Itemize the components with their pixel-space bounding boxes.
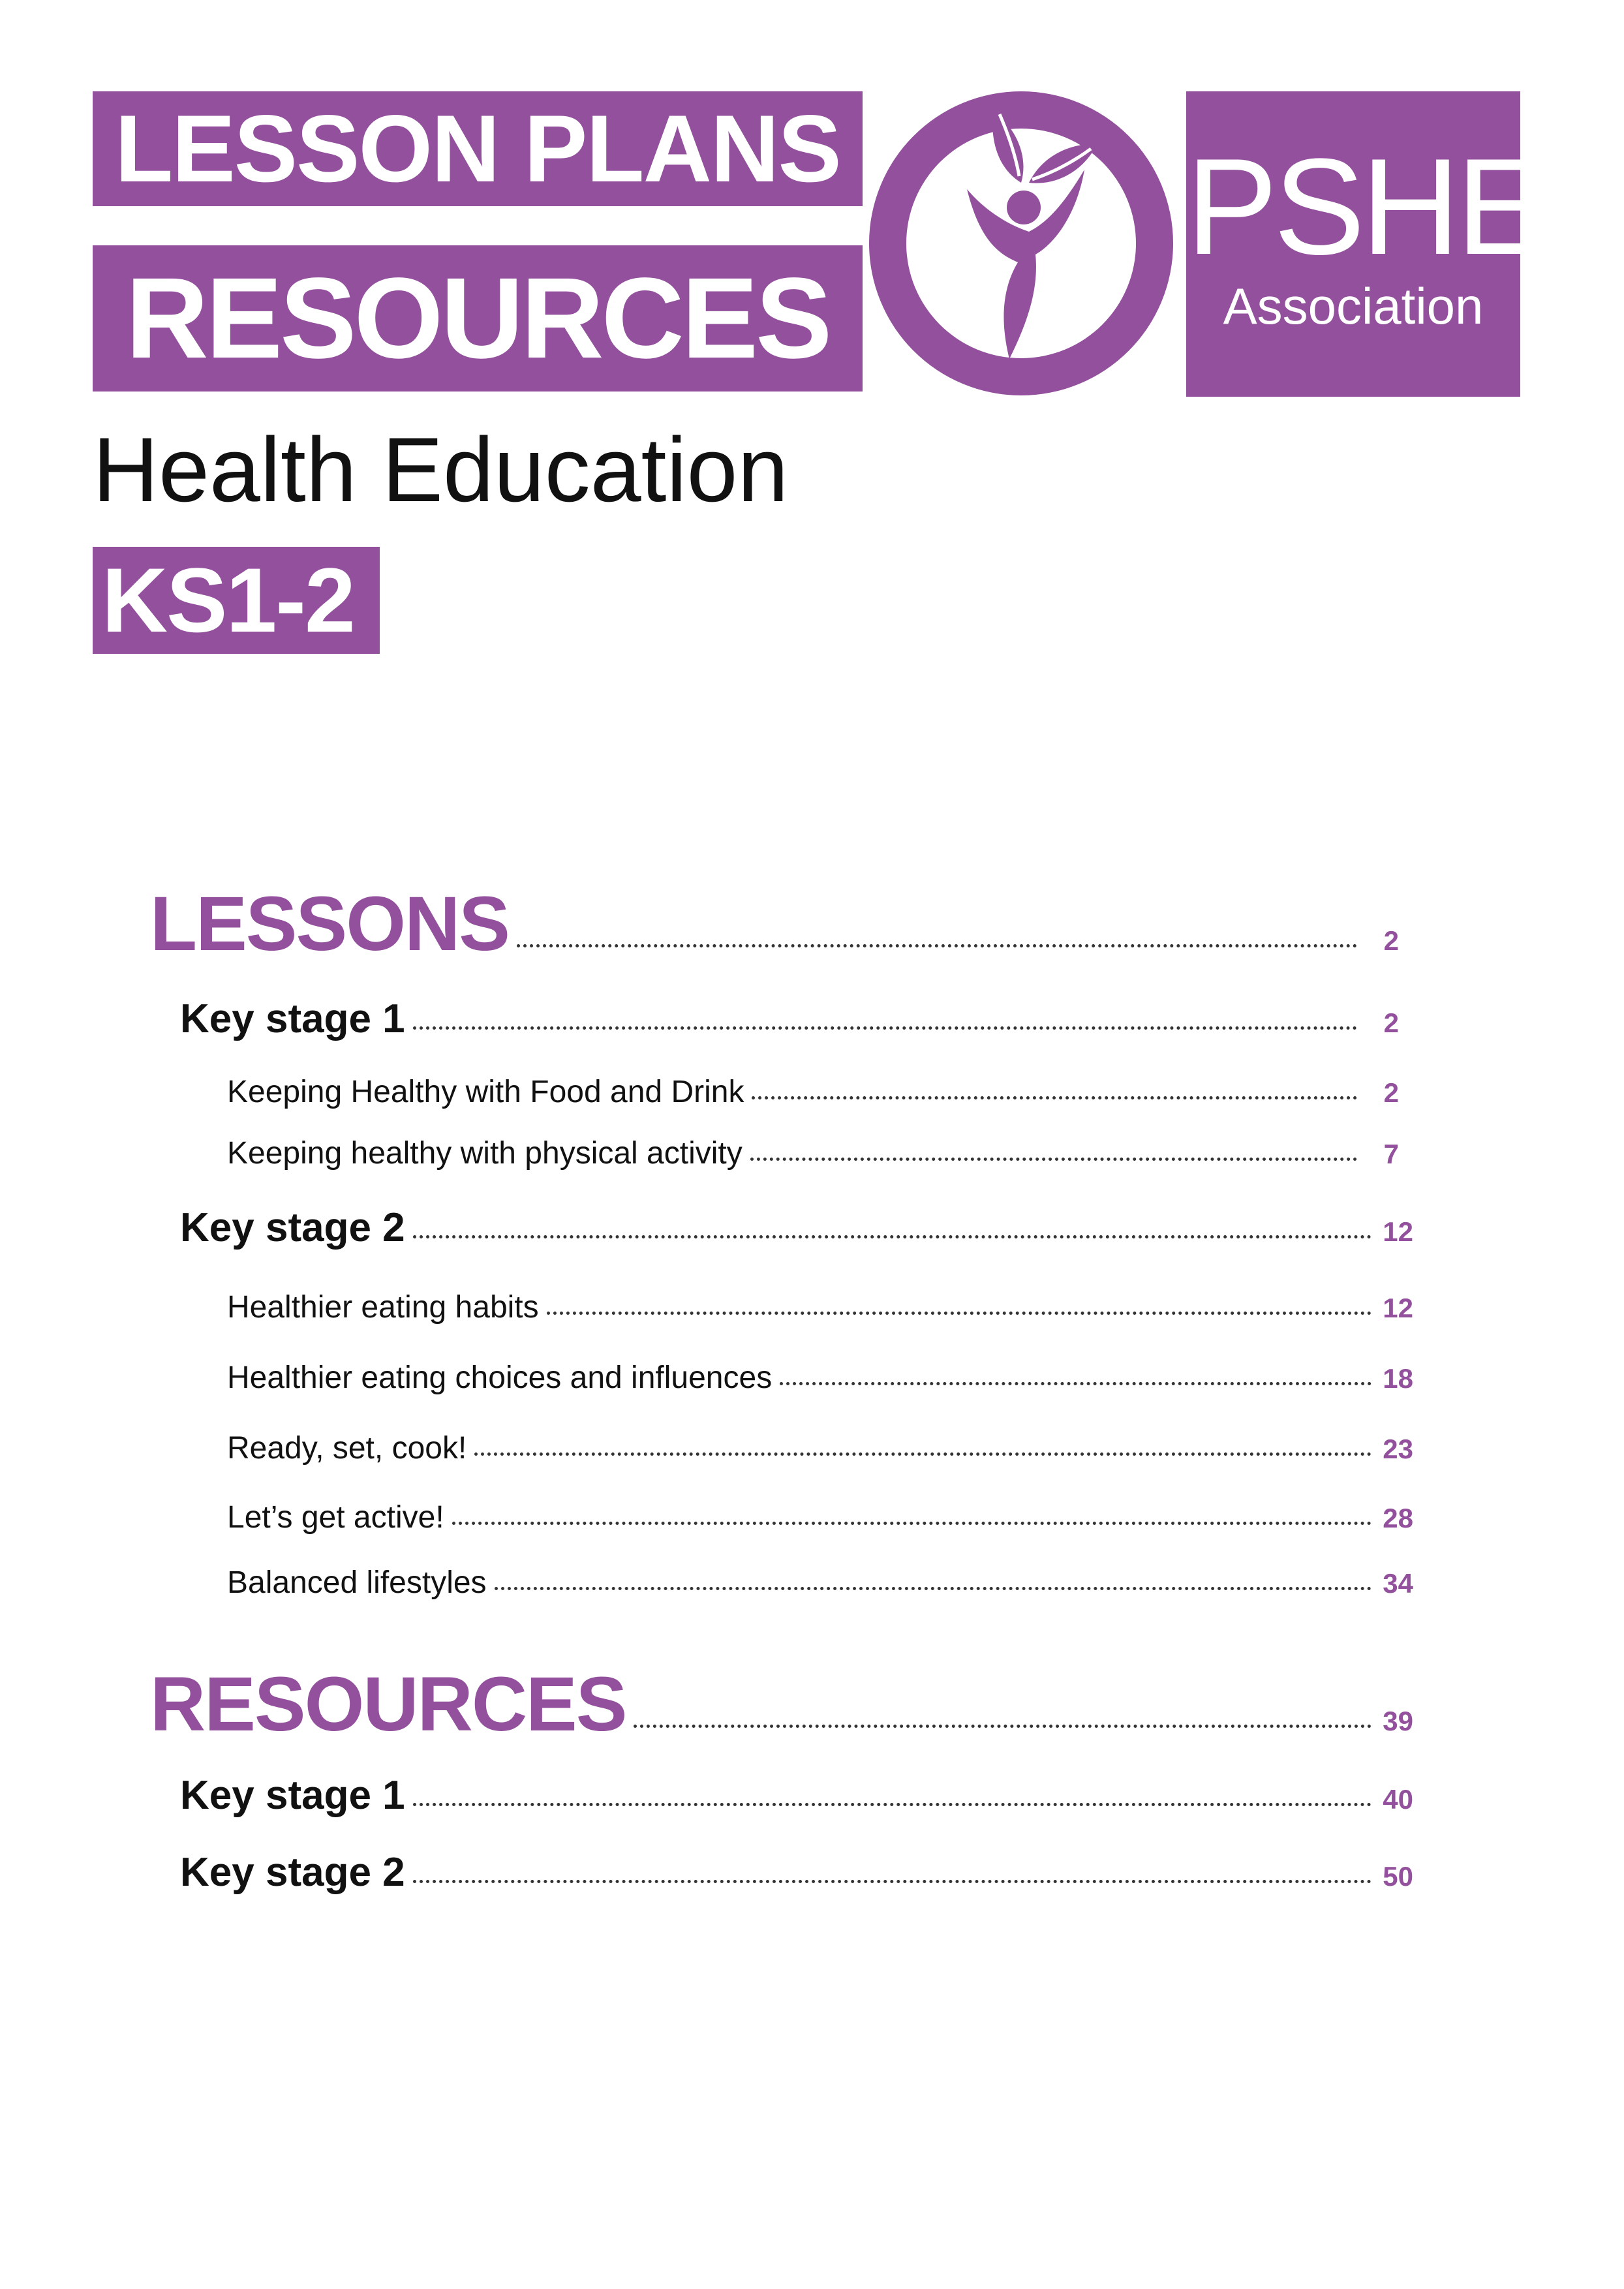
toc-label: Ready, set, cook! <box>227 1431 467 1466</box>
logo-subtitle: Association <box>1223 277 1484 335</box>
pshe-association-logo <box>1186 91 1544 397</box>
logo-name: PSHE <box>1186 130 1544 283</box>
resources-banner: RESOURCES <box>93 245 863 392</box>
lesson-plans-banner: LESSON PLANS <box>93 91 863 206</box>
toc-resources-key-stage-1[interactable] <box>180 1772 1413 1819</box>
toc-label: Key stage 1 <box>180 996 405 1041</box>
toc-section-resources[interactable] <box>150 1660 1413 1749</box>
toc-label: LESSONS <box>150 881 509 967</box>
toc-label: Healthier eating choices and influences <box>227 1360 773 1395</box>
toc-lessons-key-stage-2[interactable] <box>180 1205 1413 1251</box>
toc-label: Key stage 1 <box>180 1773 405 1818</box>
toc-label: Keeping healthy with physical activity <box>227 1136 743 1171</box>
toc-item[interactable] <box>227 1565 1413 1601</box>
toc-label: RESOURCES <box>150 1661 626 1747</box>
document-title: Health Education <box>93 418 789 521</box>
toc-leader <box>752 1096 1357 1099</box>
toc-page-number: 50 <box>1383 1861 1413 1892</box>
toc-page-number: 23 <box>1383 1434 1413 1464</box>
toc-page-number: 7 <box>1383 1139 1399 1169</box>
toc-leader <box>547 1312 1371 1315</box>
toc-leader <box>474 1452 1371 1456</box>
toc-leader <box>495 1587 1371 1590</box>
toc-leader <box>517 944 1357 947</box>
toc-leader <box>452 1522 1371 1525</box>
key-stage-badge: KS1-2 <box>93 547 380 654</box>
toc-item[interactable] <box>227 1289 1413 1325</box>
toc-label: Healthier eating habits <box>227 1290 539 1325</box>
toc-leader <box>413 1235 1371 1238</box>
toc-label: Balanced lifestyles <box>227 1565 487 1600</box>
toc-label: Key stage 2 <box>180 1850 405 1895</box>
pshe-logo-icon <box>869 91 1173 395</box>
toc-page-number: 12 <box>1383 1293 1413 1323</box>
toc-resources-key-stage-2[interactable] <box>180 1849 1413 1896</box>
toc-leader <box>413 1880 1371 1883</box>
toc-leader <box>750 1158 1357 1161</box>
toc-item[interactable] <box>227 1135 1399 1171</box>
toc-page-number: 40 <box>1383 1784 1413 1815</box>
toc-item[interactable] <box>227 1360 1413 1396</box>
toc-page-number: 18 <box>1383 1363 1413 1394</box>
toc-leader <box>413 1026 1357 1030</box>
toc-page-number: 28 <box>1383 1503 1413 1533</box>
toc-page-number: 2 <box>1383 1077 1399 1108</box>
toc-page-number: 2 <box>1383 925 1399 956</box>
toc-item[interactable] <box>227 1074 1399 1110</box>
toc-page-number: 39 <box>1383 1706 1413 1736</box>
toc-label: Let’s get active! <box>227 1500 444 1535</box>
toc-page-number: 34 <box>1383 1568 1413 1599</box>
toc-item[interactable] <box>227 1430 1413 1466</box>
toc-leader <box>780 1382 1371 1385</box>
toc-section-lessons[interactable] <box>150 880 1399 968</box>
toc-page-number: 12 <box>1383 1216 1413 1247</box>
toc-lessons-key-stage-1[interactable] <box>180 996 1399 1042</box>
toc-leader <box>413 1803 1371 1806</box>
toc-label: Keeping Healthy with Food and Drink <box>227 1075 744 1109</box>
toc-label: Key stage 2 <box>180 1205 405 1250</box>
toc-leader <box>634 1725 1371 1728</box>
toc-item[interactable] <box>227 1499 1413 1535</box>
toc-page-number: 2 <box>1383 1007 1399 1038</box>
